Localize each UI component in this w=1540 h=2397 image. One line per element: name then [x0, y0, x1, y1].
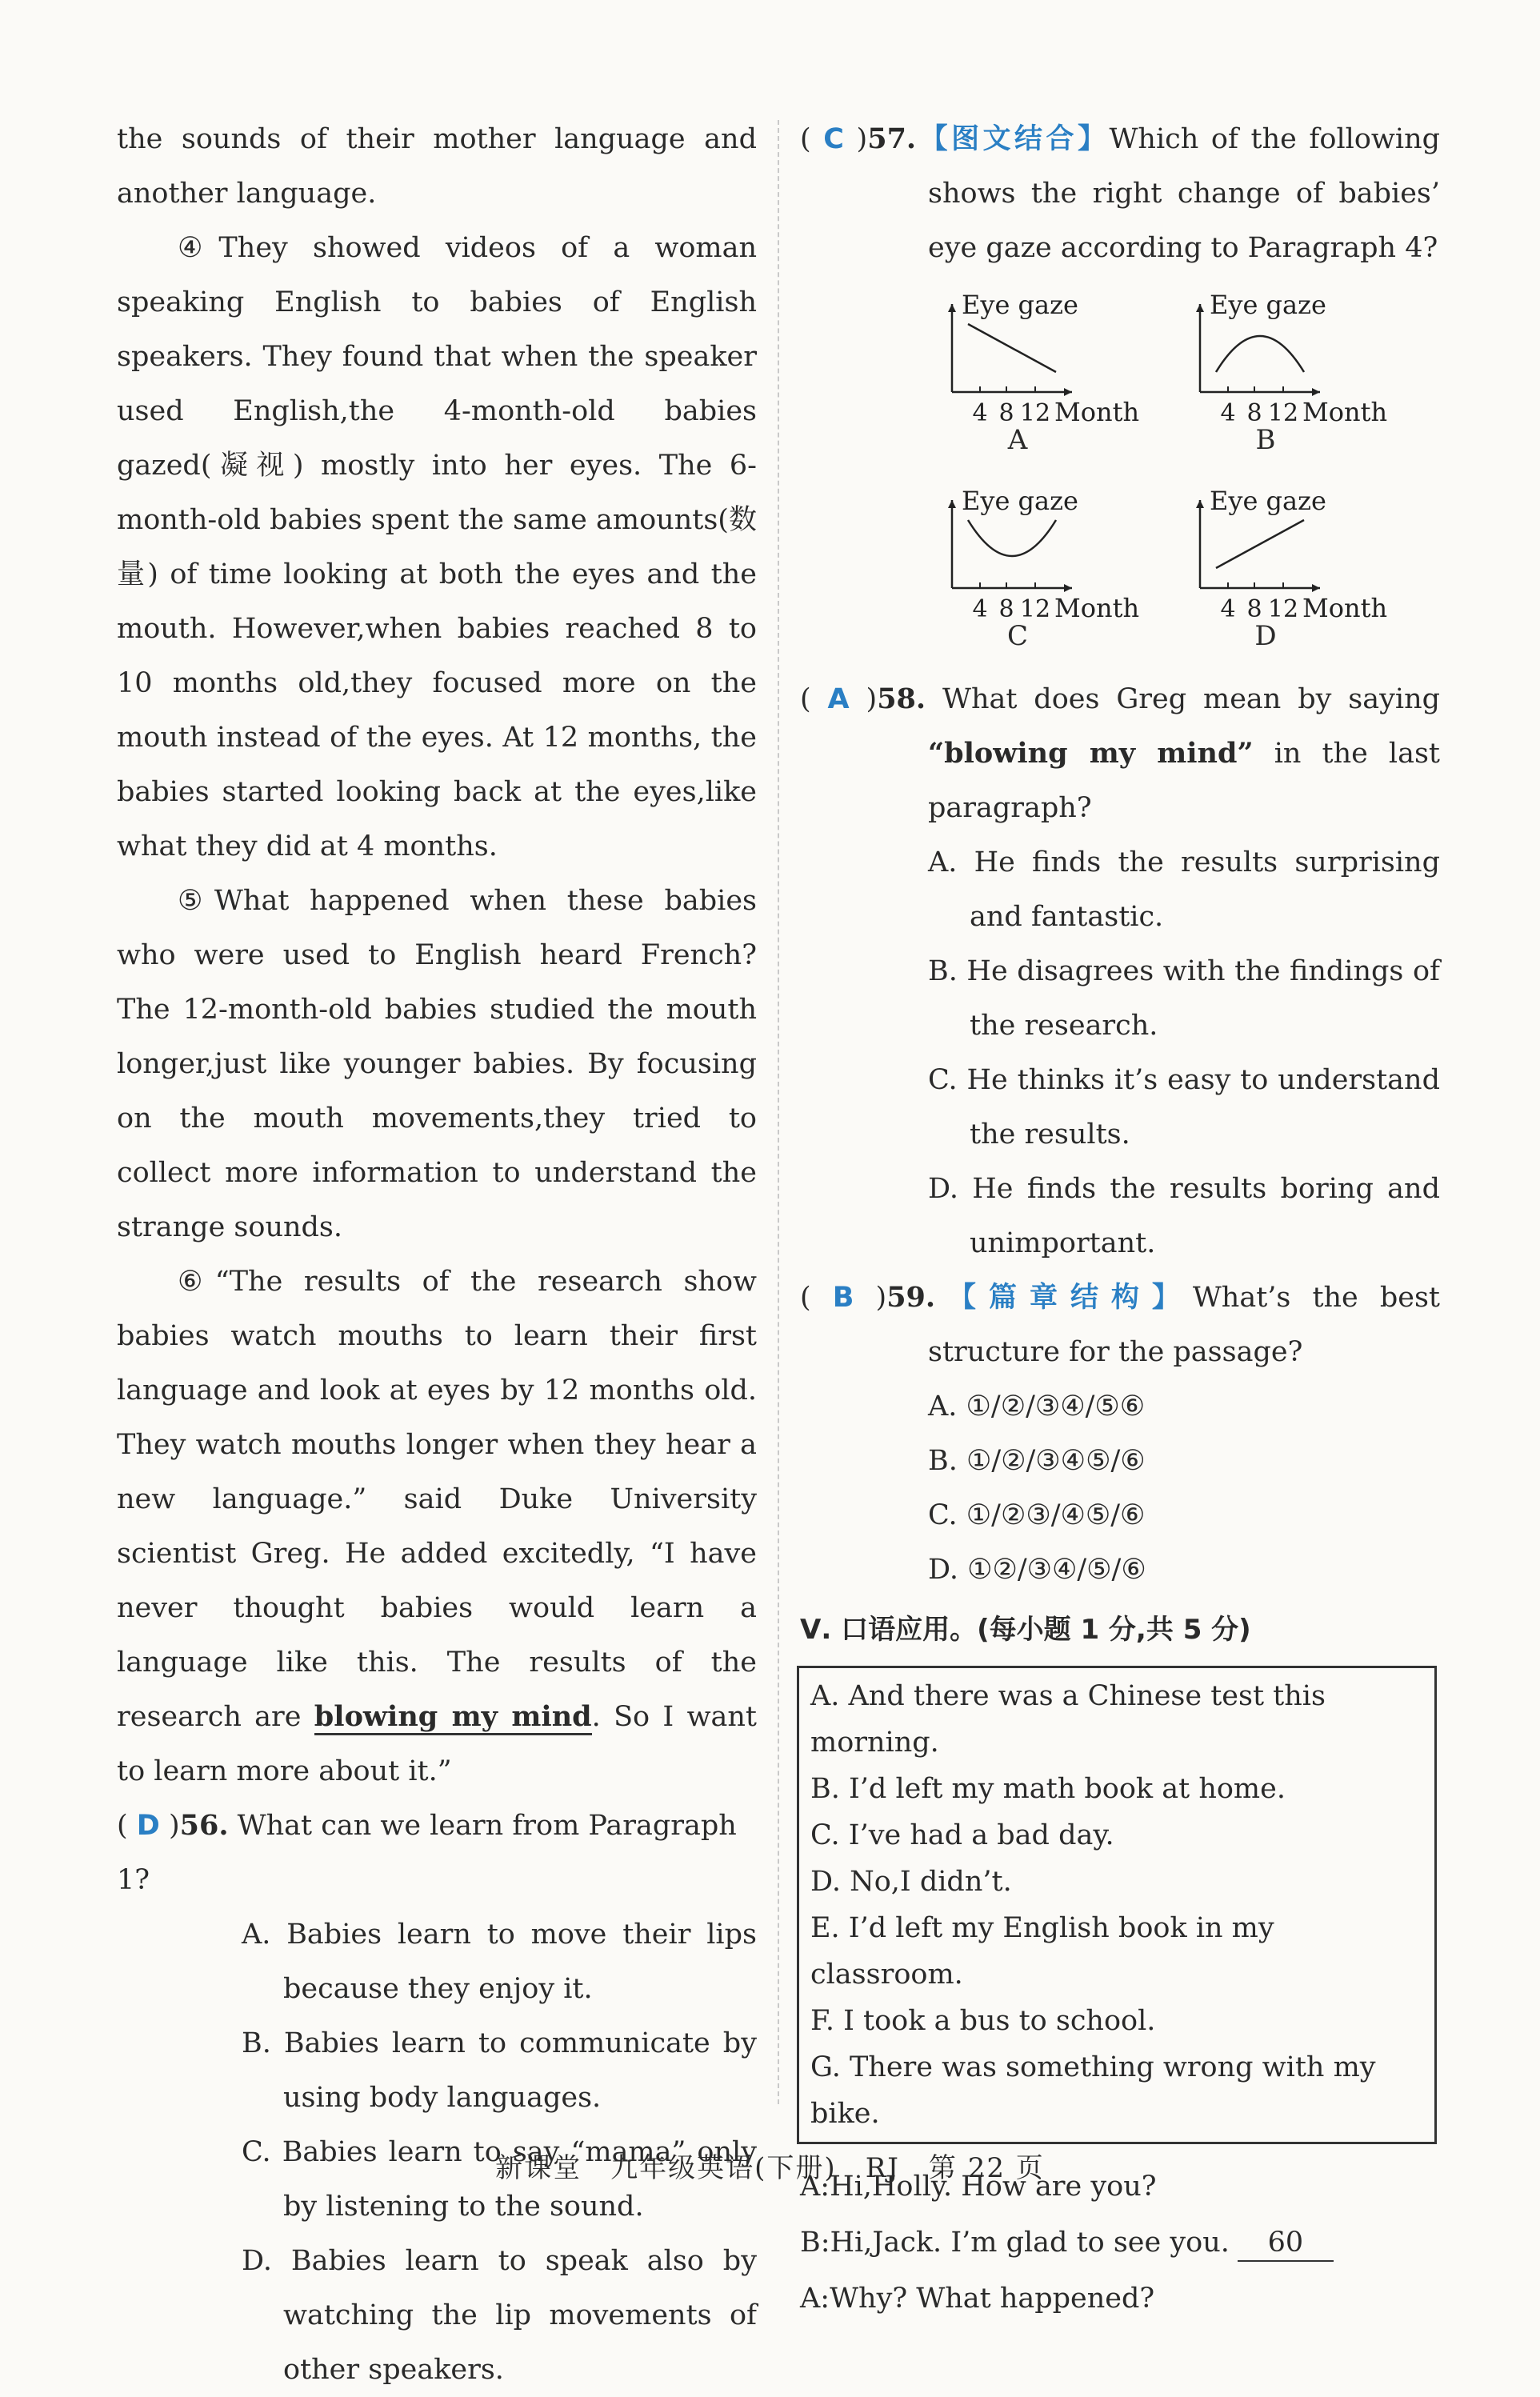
- box-option-b: B. I’d left my math book at home.: [810, 1773, 1286, 1805]
- chart-letter: D: [1254, 620, 1277, 652]
- question-56-text: What can we learn from Paragraph 1?: [117, 1810, 737, 1896]
- chart-svg: [936, 280, 1176, 424]
- option-56-d: D. Babies learn to speak also by watching the lip movements of other speakers.: [242, 2245, 757, 2386]
- x-axis-label: Month: [1054, 397, 1140, 424]
- x-tick-label: 4: [1220, 399, 1236, 424]
- chart-letter: A: [1007, 424, 1028, 456]
- x-tick-label: 8: [1246, 595, 1262, 620]
- x-tick-label: 4: [972, 595, 988, 620]
- option-56-c: C. Babies learn to say “mama” only by listening to the sound.: [242, 2136, 757, 2223]
- x-tick-label: 8: [998, 595, 1014, 620]
- question-57-text: Which of the following shows the right change of babies’ eye gaze according to Paragraph 4?: [928, 123, 1441, 264]
- trend-curve: [968, 324, 1056, 372]
- tag-image-text: 【图文结合】: [916, 123, 1110, 155]
- question-59: [800, 1271, 1440, 1597]
- paragraph-3-end: the sounds of their mother language and another language.: [117, 123, 757, 210]
- trend-curve: [1216, 520, 1304, 568]
- x-tick-label: 12: [1267, 399, 1299, 424]
- y-axis-arrow: [1196, 500, 1204, 508]
- y-axis-arrow: [948, 500, 956, 508]
- question-58-quote: “blowing my mind”: [928, 737, 1254, 770]
- option-58-b: B. He disagrees with the findings of the research.: [928, 955, 1440, 1042]
- question-number-59: 59.: [886, 1281, 936, 1314]
- answer-59: B: [832, 1282, 854, 1314]
- answer-58: A: [827, 683, 850, 715]
- x-tick-label: 12: [1019, 595, 1051, 620]
- paragraph-6: [117, 1255, 757, 1799]
- left-column: [117, 112, 757, 2397]
- x-tick-label: 12: [1019, 399, 1051, 424]
- option-56-b: B. Babies learn to communicate by using body languages.: [242, 2027, 757, 2114]
- question-57-stem: [800, 112, 1440, 275]
- answer-56: D: [136, 1810, 160, 1842]
- paragraph-6-before: ⑥“The results of the research show babies watch mouths to learn their first language and look at eyes by 12 months old. They watch mouths longer when they hear a new language.” said Duke University scientist Greg. He added excitedly, “I have never thought babies would learn a language like this. The results of the research are: [117, 1266, 757, 1733]
- chart-b: [1184, 280, 1432, 468]
- trend-curve: [1216, 336, 1304, 372]
- dialog-line-1: A:Hi,Holly. How are you?: [800, 2171, 1157, 2203]
- box-option-g: G. There was something wrong with my bike.: [810, 2051, 1376, 2130]
- option-56-a: A. Babies learn to move their lips because they enjoy it.: [242, 1919, 757, 2005]
- page-footer: 新课堂 九年级英语(下册) RJ 第 22 页: [495, 2152, 1045, 2184]
- question-number-57: 57.: [867, 122, 917, 155]
- highlighted-phrase: blowing my mind: [314, 1700, 592, 1735]
- question-58: [800, 672, 1440, 1271]
- question-58-text-after: in the last paragraph?: [928, 738, 1440, 824]
- paragraph-5: ⑤What happened when these babies who were used to English heard French? The 12-month-old babies studied the mouth longer,just like younger babies. By focusing on the mouth movements,they tried to collect more information to understand the strange sounds.: [117, 885, 757, 1243]
- question-58-stem: [800, 672, 1440, 835]
- y-axis-label: Eye gaze: [962, 486, 1078, 516]
- blank-60[interactable]: 60: [1238, 2225, 1334, 2262]
- x-axis-label: Month: [1302, 397, 1388, 424]
- question-number-56: 56.: [179, 1809, 229, 1842]
- bracket-open: (: [800, 1282, 833, 1314]
- paragraph-6-after: . So I want to learn more about it.”: [117, 1701, 757, 1787]
- question-59-options: [928, 1379, 1440, 1597]
- chart-letter: B: [1255, 424, 1276, 456]
- x-tick-label: 4: [1220, 595, 1236, 620]
- tag-passage-structure: 【篇章结构】: [935, 1282, 1193, 1314]
- box-option-a: A. And there was a Chinese test this morning.: [810, 1680, 1326, 1759]
- bracket-open: (: [800, 123, 824, 155]
- y-axis-label: Eye gaze: [962, 290, 1078, 320]
- box-option-d: D. No,I didn’t.: [810, 1866, 1012, 1898]
- paragraph-4: ④They showed videos of a woman speaking English to babies of English speakers. They found that when the speaker used English,the 4-month-old babies gazed(凝视) mostly into her eyes. The 6-month-old babies spent the same amounts(数量) of time looking at both the eyes and the mouth. However,when babies reached 8 to 10 months old,they focused more on the mouth instead of the eyes. At 12 months, the babies started looking back at the eyes,like what they did at 4 months.: [117, 232, 757, 862]
- y-axis-label: Eye gaze: [1210, 486, 1326, 516]
- x-tick-label: 8: [1246, 399, 1262, 424]
- box-option-f: F. I took a bus to school.: [810, 2005, 1156, 2037]
- options-box: [797, 1666, 1437, 2144]
- column-divider: [778, 120, 779, 2104]
- option-59-b: B. ①/②/③④⑤/⑥: [928, 1445, 1146, 1477]
- section-5-title: Ⅴ. 口语应用。(每小题 1 分,共 5 分): [800, 1614, 1251, 1646]
- option-59-a: A. ①/②/③④/⑤⑥: [928, 1391, 1146, 1423]
- bracket-close: ): [849, 683, 878, 715]
- chart-c: [936, 476, 1184, 664]
- question-59-stem: [800, 1271, 1440, 1379]
- dialog-line-3: A:Why? What happened?: [800, 2283, 1155, 2315]
- question-57: [800, 112, 1440, 664]
- x-axis-label: Month: [1302, 593, 1388, 620]
- option-58-d: D. He finds the results boring and unimportant.: [928, 1173, 1440, 1259]
- chart-svg: [936, 476, 1176, 620]
- question-number-58: 58.: [877, 682, 926, 715]
- chart-svg: [1184, 476, 1424, 620]
- x-tick-label: 4: [972, 399, 988, 424]
- chart-letter: C: [1006, 620, 1028, 652]
- question-58-options: [928, 835, 1440, 1271]
- x-axis-arrow: [1064, 388, 1072, 396]
- bracket-close: ): [843, 123, 868, 155]
- x-axis-label: Month: [1054, 593, 1140, 620]
- box-option-c: C. I’ve had a bad day.: [810, 1819, 1114, 1851]
- eye-gaze-charts: [936, 280, 1432, 664]
- y-axis-arrow: [948, 304, 956, 312]
- answer-57: C: [823, 123, 844, 155]
- question-58-text-before: What does Greg mean by saying: [926, 683, 1441, 715]
- question-56: [117, 1799, 757, 2397]
- y-axis-arrow: [1196, 304, 1204, 312]
- x-axis-arrow: [1064, 584, 1072, 592]
- option-58-c: C. He thinks it’s easy to understand the results.: [928, 1064, 1440, 1150]
- trend-curve: [968, 520, 1056, 556]
- bracket-close: ): [159, 1810, 180, 1842]
- question-59-text: What’s the best structure for the passage?: [928, 1282, 1441, 1368]
- dialog-line-2-text: B:Hi,Jack. I’m glad to see you.: [800, 2227, 1230, 2259]
- x-axis-arrow: [1312, 584, 1320, 592]
- right-column: [800, 112, 1440, 2327]
- bracket-open: (: [800, 683, 828, 715]
- option-58-a: A. He finds the results surprising and fantastic.: [928, 846, 1440, 933]
- bracket-close: ): [854, 1282, 887, 1314]
- x-tick-label: 8: [998, 399, 1014, 424]
- box-option-e: E. I’d left my English book in my classroom.: [810, 1912, 1274, 1991]
- option-59-d: D. ①②/③④/⑤/⑥: [928, 1554, 1146, 1586]
- question-56-stem: [117, 1799, 757, 1907]
- chart-d: [1184, 476, 1432, 664]
- bracket-open: (: [117, 1810, 137, 1842]
- chart-svg: [1184, 280, 1424, 424]
- y-axis-label: Eye gaze: [1210, 290, 1326, 320]
- x-tick-label: 12: [1267, 595, 1299, 620]
- dialog-line-2: [800, 2215, 1440, 2271]
- chart-a: [936, 280, 1184, 468]
- option-59-c: C. ①/②③/④⑤/⑥: [928, 1499, 1146, 1531]
- x-axis-arrow: [1312, 388, 1320, 396]
